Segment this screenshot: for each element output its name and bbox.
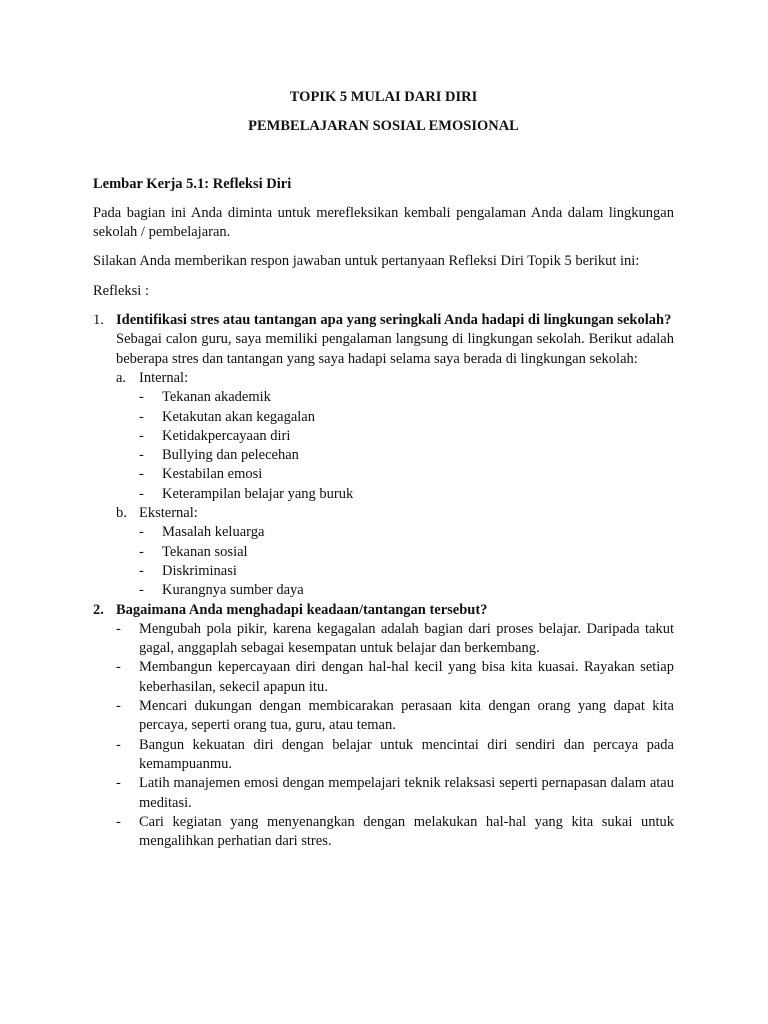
dash-bullet: -: [116, 698, 121, 715]
dash-bullet: -: [139, 543, 144, 560]
external-label: b.: [116, 505, 127, 522]
dash-bullet: -: [116, 736, 121, 753]
list-item: - Diskriminasi: [139, 562, 674, 581]
list-item: - Kestabilan emosi: [139, 465, 674, 484]
intro-paragraph-2: Silakan Anda memberikan respon jawaban untuk pertanyaan Refleksi Diri Topik 5 berikut ini:: [93, 253, 640, 270]
list-item: - Kurangnya sumber daya: [139, 581, 674, 600]
list-item: - Ketakutan akan kegagalan: [139, 408, 674, 427]
list-item: - Tekanan akademik: [139, 388, 674, 407]
intro-paragraph-1: Pada bagian ini Anda diminta untuk merefleksikan kembali pengalaman Anda dalam lingkungan sekolah / pembelajaran.: [93, 204, 674, 241]
internal-label: a.: [116, 369, 127, 386]
dash-bullet: -: [116, 813, 121, 830]
dash-bullet: -: [139, 408, 144, 425]
question-2-number: 2.: [93, 601, 104, 618]
list-item: - Masalah keluarga: [139, 523, 674, 542]
list-item: - Mengubah pola pikir, karena kegagalan adalah bagian dari proses belajar. Daripada takut gagal, anggaplah sebagai kesempatan untuk belajar dan berkembang.: [116, 620, 674, 659]
external-title: Eksternal:: [139, 505, 198, 522]
internal-title: Internal:: [139, 369, 189, 386]
internal-section: [116, 369, 674, 504]
dash-bullet: -: [116, 659, 121, 676]
list-item: - Membangun kepercayaan diri dengan hal-hal kecil yang bisa kita kuasai. Rayakan setiap keberhasilan, sekecil apapun itu.: [116, 658, 674, 697]
question-1-text: Identifikasi stres atau tantangan apa yang seringkali Anda hadapi di lingkungan sekolah?: [116, 312, 672, 329]
list-item: - Ketidakpercayaan diri: [139, 427, 674, 446]
list-item: - Cari kegiatan yang menyenangkan dengan melakukan hal-hal yang kita sukai untuk mengalihkan perhatian dari stres.: [116, 813, 674, 852]
list-item: - Latih manajemen emosi dengan mempelajari teknik relaksasi seperti pernapasan dalam atau meditasi.: [116, 774, 674, 813]
list-item: - Keterampilan belajar yang buruk: [139, 485, 674, 504]
external-list: [139, 523, 674, 600]
worksheet-heading: Lembar Kerja 5.1: Refleksi Diri: [93, 175, 292, 192]
document-title: TOPIK 5 MULAI DARI DIRI: [289, 89, 478, 105]
dash-bullet: -: [139, 427, 144, 444]
question-2-answer-list: [116, 620, 674, 852]
question-1-number: 1.: [93, 312, 104, 329]
list-item: - Bullying dan pelecehan: [139, 446, 674, 465]
dash-bullet: -: [116, 620, 121, 637]
question-2-text: Bagaimana Anda menghadapi keadaan/tantangan tersebut?: [116, 601, 488, 618]
dash-bullet: -: [139, 447, 144, 464]
list-item: - Bangun kekuatan diri dengan belajar untuk mencintai diri sendiri dan percaya pada kemampuanmu.: [116, 736, 674, 775]
dash-bullet: -: [139, 582, 144, 599]
dash-bullet: -: [139, 466, 144, 483]
dash-bullet: -: [116, 775, 121, 792]
question-1: [93, 311, 674, 600]
document-page: [93, 88, 674, 851]
dash-bullet: -: [139, 562, 144, 579]
dash-bullet: -: [139, 389, 144, 406]
internal-list: [139, 388, 674, 504]
refleksi-label: Refleksi :: [93, 282, 149, 299]
list-item: - Mencari dukungan dengan membicarakan perasaan kita dengan orang yang dapat kita percaya, seperti orang tua, guru, atau teman.: [116, 697, 674, 736]
dash-bullet: -: [139, 485, 144, 502]
question-1-answer: Sebagai calon guru, saya memiliki pengalaman langsung di lingkungan sekolah. Berikut adalah beberapa stres dan tantangan yang saya hadapi selama saya berada di lingkungan sekolah:: [116, 331, 674, 367]
external-section: [116, 504, 674, 600]
question-2: [93, 601, 674, 852]
dash-bullet: -: [139, 524, 144, 541]
document-subtitle: PEMBELAJARAN SOSIAL EMOSIONAL: [248, 118, 519, 135]
list-item: - Tekanan sosial: [139, 543, 674, 562]
